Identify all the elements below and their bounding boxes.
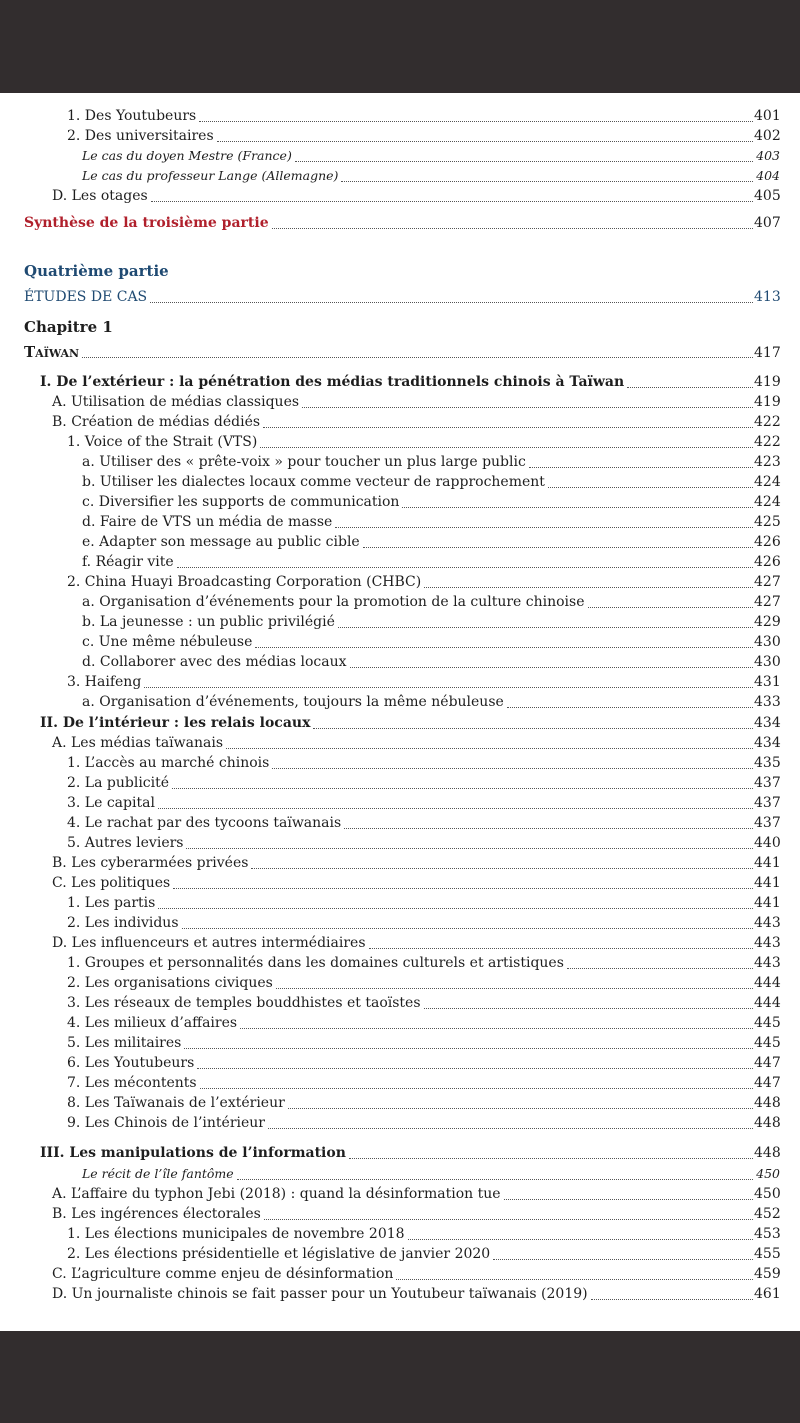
toc-heading: Quatrième partie	[24, 262, 169, 280]
toc-entry-page-number: 422	[754, 414, 781, 430]
toc-entry-title: Taïwan	[24, 343, 80, 361]
toc-entry-title: 3. Haifeng	[67, 674, 142, 690]
toc-entry[interactable]	[82, 1164, 780, 1184]
toc-entry-title: 5. Autres leviers	[67, 835, 184, 851]
toc-entry-title: 2. Les individus	[67, 915, 179, 931]
toc-entry-page-number: 452	[754, 1206, 781, 1222]
toc-entry-title: B. Création de médias dédiés	[52, 414, 261, 430]
toc-entry-title: b. La jeunesse : un public privilégié	[82, 614, 335, 630]
toc-entry[interactable]	[40, 1143, 780, 1163]
dot-leader	[186, 848, 753, 849]
toc-entry[interactable]	[82, 146, 780, 166]
toc-entry[interactable]	[52, 1284, 780, 1304]
dot-leader	[424, 587, 753, 588]
toc-entry-title: Synthèse de la troisième partie	[24, 215, 269, 231]
toc-entry[interactable]	[67, 1093, 780, 1113]
toc-entry[interactable]	[82, 166, 780, 186]
toc-entry[interactable]	[82, 592, 780, 612]
toc-entry[interactable]	[52, 392, 780, 412]
toc-entry-title: 1. Les partis	[67, 895, 156, 911]
toc-entry-page-number: 461	[754, 1286, 781, 1302]
dot-leader	[627, 387, 753, 388]
toc-entry[interactable]	[52, 873, 780, 893]
dot-leader	[402, 507, 753, 508]
toc-entry-page-number: 443	[754, 935, 781, 951]
toc-entry-page-number: 448	[754, 1115, 781, 1131]
toc-entry-title: 2. Les organisations civiques	[67, 975, 273, 991]
dot-leader	[184, 1048, 753, 1049]
dot-leader	[350, 667, 753, 668]
toc-entry-page-number: 443	[754, 955, 781, 971]
toc-entry[interactable]	[52, 933, 780, 953]
dot-leader	[158, 908, 753, 909]
toc-entry[interactable]	[82, 512, 780, 532]
toc-entry-title: II. De l’intérieur : les relais locaux	[40, 715, 311, 731]
toc-entry-page-number: 448	[754, 1095, 781, 1111]
toc-entry-page-number: 434	[754, 735, 781, 751]
toc-entry[interactable]	[67, 993, 780, 1013]
toc-entry-title: B. Les ingérences électorales	[52, 1206, 261, 1222]
toc-entry-page-number: 444	[754, 975, 781, 991]
toc-entry[interactable]	[52, 1204, 780, 1224]
toc-entry-title: 4. Le rachat par des tycoons taïwanais	[67, 815, 342, 831]
dot-leader	[199, 121, 753, 122]
toc-entry-title: 1. Des Youtubeurs	[67, 108, 197, 124]
toc-entry-page-number: 405	[754, 188, 781, 204]
toc-entry[interactable]	[52, 1264, 780, 1284]
toc-entry[interactable]	[82, 692, 780, 712]
toc-entry-page-number: 437	[754, 795, 781, 811]
toc-entry[interactable]	[67, 126, 780, 146]
toc-entry-page-number: 441	[754, 855, 781, 871]
toc-entry-title: a. Organisation d’événements, toujours la même nébuleuse	[82, 694, 504, 710]
toc-entry[interactable]	[24, 342, 780, 362]
toc-entry-page-number: 455	[754, 1246, 781, 1262]
toc-entry-page-number: 402	[754, 128, 781, 144]
dot-leader	[240, 1028, 753, 1029]
dot-leader	[272, 228, 753, 229]
toc-entry[interactable]	[67, 1013, 780, 1033]
toc-entry-title: 1. Groupes et personnalités dans les domaines culturels et artistiques	[67, 955, 564, 971]
dot-leader	[177, 567, 753, 568]
toc-entry-title: B. Les cyberarmées privées	[52, 855, 249, 871]
toc-entry-page-number: 407	[754, 215, 781, 231]
toc-entry-page-number: 433	[754, 694, 781, 710]
dot-leader	[144, 687, 753, 688]
toc-entry-page-number: 419	[754, 374, 781, 390]
dot-leader	[200, 1088, 753, 1089]
toc-entry-title: c. Une même nébuleuse	[82, 634, 253, 650]
dot-leader	[344, 828, 753, 829]
toc-entry-page-number: 404	[756, 168, 780, 183]
toc-entry-page-number: 445	[754, 1035, 781, 1051]
toc-entry[interactable]	[52, 733, 780, 753]
toc-entry[interactable]	[67, 1073, 780, 1093]
dot-leader	[493, 1259, 753, 1260]
toc-entry[interactable]	[67, 106, 780, 126]
dot-leader	[302, 407, 753, 408]
toc-entry[interactable]	[52, 1184, 780, 1204]
dot-leader	[369, 948, 753, 949]
toc-entry-page-number: 434	[754, 715, 781, 731]
dot-leader	[237, 1179, 753, 1180]
toc-entry-page-number: 403	[756, 148, 780, 163]
toc-entry[interactable]	[67, 1033, 780, 1053]
toc-entry-title: 4. Les milieux d’affaires	[67, 1015, 238, 1031]
toc-entry[interactable]	[67, 432, 780, 452]
bottom-dark-bar	[0, 1331, 800, 1423]
toc-entry-title: 2. Les élections présidentielle et législative de janvier 2020	[67, 1246, 491, 1262]
dot-leader	[335, 527, 753, 528]
toc-entry-page-number: 417	[754, 345, 781, 361]
toc-entry-page-number: 459	[754, 1266, 781, 1282]
toc-entry-title: 1. Les élections municipales de novembre 2018	[67, 1226, 405, 1242]
toc-entry-page-number: 437	[754, 775, 781, 791]
toc-entry-title: 3. Le capital	[67, 795, 155, 811]
dot-leader	[341, 181, 753, 182]
toc-entry-title: A. L’affaire du typhon Jebi (2018) : quand la désinformation tue	[52, 1186, 501, 1202]
toc-entry-page-number: 401	[754, 108, 781, 124]
toc-entry-title: 1. Voice of the Strait (VTS)	[67, 434, 258, 450]
toc-entry-title: Le cas du professeur Lange (Allemagne)	[82, 168, 339, 183]
dot-leader	[260, 447, 753, 448]
toc-entry-page-number: 424	[754, 474, 781, 490]
toc-entry-page-number: 427	[754, 594, 781, 610]
toc-entry-page-number: 419	[754, 394, 781, 410]
toc-entry-title: A. Les médias taïwanais	[52, 735, 224, 751]
toc-entry-page-number: 437	[754, 815, 781, 831]
toc-entry-title: D. Les otages	[52, 188, 148, 204]
toc-entry[interactable]	[67, 773, 780, 793]
dot-leader	[591, 1299, 753, 1300]
toc-entry[interactable]	[52, 186, 780, 206]
toc-entry-title: I. De l’extérieur : la pénétration des médias traditionnels chinois à Taïwan	[40, 374, 625, 390]
toc-entry-page-number: 427	[754, 574, 781, 590]
toc-entry-title: 2. China Huayi Broadcasting Corporation (CHBC)	[67, 574, 422, 590]
dot-leader	[150, 302, 753, 303]
dot-leader	[263, 427, 753, 428]
dot-leader	[396, 1279, 753, 1280]
toc-entry[interactable]	[82, 652, 780, 672]
toc-entry[interactable]	[40, 372, 780, 392]
toc-entry-title: D. Un journaliste chinois se fait passer pour un Youtubeur taïwanais (2019)	[52, 1286, 588, 1302]
toc-entry-page-number: 422	[754, 434, 781, 450]
toc-entry[interactable]	[82, 552, 780, 572]
toc-heading: Chapitre 1	[24, 318, 113, 336]
toc-entry-page-number: 444	[754, 995, 781, 1011]
toc-entry-title: Le récit de l’île fantôme	[82, 1166, 234, 1181]
dot-leader	[507, 707, 753, 708]
toc-entry-page-number: 426	[754, 534, 781, 550]
toc-entry[interactable]	[52, 853, 780, 873]
dot-leader	[313, 728, 753, 729]
toc-entry[interactable]	[67, 913, 780, 933]
toc-entry-title: 5. Les militaires	[67, 1035, 182, 1051]
toc-entry-page-number: 429	[754, 614, 781, 630]
toc-entry[interactable]	[82, 492, 780, 512]
toc-entry-page-number: 424	[754, 494, 781, 510]
toc-entry[interactable]	[67, 813, 780, 833]
toc-entry[interactable]	[82, 452, 780, 472]
toc-entry[interactable]	[24, 287, 780, 307]
toc-entry-page-number: 413	[754, 289, 781, 305]
toc-entry-page-number: 440	[754, 835, 781, 851]
toc-entry[interactable]	[40, 713, 780, 733]
toc-entry-title: 9. Les Chinois de l’intérieur	[67, 1115, 265, 1131]
top-dark-bar	[0, 0, 800, 93]
dot-leader	[424, 1008, 754, 1009]
toc-entry-page-number: 441	[754, 875, 781, 891]
toc-entry[interactable]	[67, 1053, 780, 1073]
dot-leader	[529, 467, 753, 468]
toc-entry-page-number: 435	[754, 755, 781, 771]
toc-entry[interactable]	[67, 793, 780, 813]
toc-entry[interactable]	[67, 953, 780, 973]
toc-entry-title: Le cas du doyen Mestre (France)	[82, 148, 292, 163]
toc-entry-title: III. Les manipulations de l’information	[40, 1145, 346, 1161]
toc-entry-title: A. Utilisation de médias classiques	[52, 394, 300, 410]
toc-entry-title: 2. Des universitaires	[67, 128, 214, 144]
dot-leader	[158, 808, 753, 809]
toc-entry-title: a. Organisation d’événements pour la promotion de la culture chinoise	[82, 594, 585, 610]
toc-entry-page-number: 423	[754, 454, 781, 470]
dot-leader	[151, 201, 753, 202]
dot-leader	[363, 547, 753, 548]
toc-entry-title: C. L’agriculture comme enjeu de désinformation	[52, 1266, 394, 1282]
toc-entry[interactable]	[82, 612, 780, 632]
toc-entry-title: D. Les influenceurs et autres intermédiaires	[52, 935, 366, 951]
toc-entry[interactable]	[67, 572, 780, 592]
toc-entry[interactable]	[67, 973, 780, 993]
toc-entry[interactable]	[52, 412, 780, 432]
dot-leader	[255, 647, 753, 648]
toc-entry[interactable]	[67, 753, 780, 773]
dot-leader	[173, 888, 753, 889]
dot-leader	[408, 1239, 753, 1240]
dot-leader	[268, 1128, 753, 1129]
toc-entry[interactable]	[82, 632, 780, 652]
dot-leader	[349, 1158, 753, 1159]
dot-leader	[504, 1199, 753, 1200]
dot-leader	[276, 988, 753, 989]
toc-entry-title: b. Utiliser les dialectes locaux comme vecteur de rapprochement	[82, 474, 545, 490]
toc-entry-page-number: 445	[754, 1015, 781, 1031]
toc-entry-title: ÉTUDES DE CAS	[24, 289, 148, 305]
toc-entry[interactable]	[67, 672, 780, 692]
toc-entry-page-number: 448	[754, 1145, 781, 1161]
dot-leader	[251, 868, 753, 869]
toc-entry-title: 1. L’accès au marché chinois	[67, 755, 270, 771]
toc-entry[interactable]	[67, 833, 780, 853]
toc-entry[interactable]	[82, 472, 780, 492]
toc-entry-title: d. Faire de VTS un média de masse	[82, 514, 333, 530]
toc-entry[interactable]	[67, 893, 780, 913]
dot-leader	[567, 968, 753, 969]
toc-entry-page-number: 450	[754, 1186, 781, 1202]
dot-leader	[226, 748, 753, 749]
toc-entry-page-number: 453	[754, 1226, 781, 1242]
dot-leader	[548, 487, 753, 488]
toc-entry-title: 8. Les Taïwanais de l’extérieur	[67, 1095, 285, 1111]
toc-entry-title: c. Diversifier les supports de communication	[82, 494, 400, 510]
toc-entry-title: C. Les politiques	[52, 875, 171, 891]
dot-leader	[182, 928, 753, 929]
toc-entry[interactable]	[24, 213, 780, 233]
toc-entry-page-number: 431	[754, 674, 781, 690]
toc-entry-title: f. Réagir vite	[82, 554, 174, 570]
dot-leader	[264, 1219, 753, 1220]
dot-leader	[338, 627, 753, 628]
toc-entry-page-number: 441	[754, 895, 781, 911]
toc-entry[interactable]	[67, 1113, 780, 1133]
toc-entry-title: 2. La publicité	[67, 775, 170, 791]
dot-leader	[588, 607, 754, 608]
document-page	[0, 93, 800, 1331]
toc-entry-page-number: 447	[754, 1075, 781, 1091]
toc-entry-page-number: 430	[754, 634, 781, 650]
toc-entry-page-number: 447	[754, 1055, 781, 1071]
toc-entry[interactable]	[67, 1224, 780, 1244]
toc-entry-page-number: 426	[754, 554, 781, 570]
toc-entry-title: a. Utiliser des « prête-voix » pour toucher un plus large public	[82, 454, 526, 470]
dot-leader	[197, 1068, 753, 1069]
toc-entry[interactable]	[67, 1244, 780, 1264]
dot-leader	[288, 1108, 753, 1109]
toc-entry-title: 7. Les mécontents	[67, 1075, 197, 1091]
toc-entry[interactable]	[82, 532, 780, 552]
toc-entry-title: d. Collaborer avec des médias locaux	[82, 654, 347, 670]
toc-entry-page-number: 425	[754, 514, 781, 530]
dot-leader	[82, 357, 753, 358]
dot-leader	[272, 768, 753, 769]
dot-leader	[295, 161, 753, 162]
dot-leader	[217, 141, 753, 142]
toc-entry-title: 3. Les réseaux de temples bouddhistes et taoïstes	[67, 995, 421, 1011]
toc-entry-page-number: 430	[754, 654, 781, 670]
dot-leader	[172, 788, 753, 789]
toc-entry-title: e. Adapter son message au public cible	[82, 534, 360, 550]
toc-entry-page-number: 450	[756, 1166, 780, 1181]
toc-entry-page-number: 443	[754, 915, 781, 931]
toc-entry-title: 6. Les Youtubeurs	[67, 1055, 195, 1071]
